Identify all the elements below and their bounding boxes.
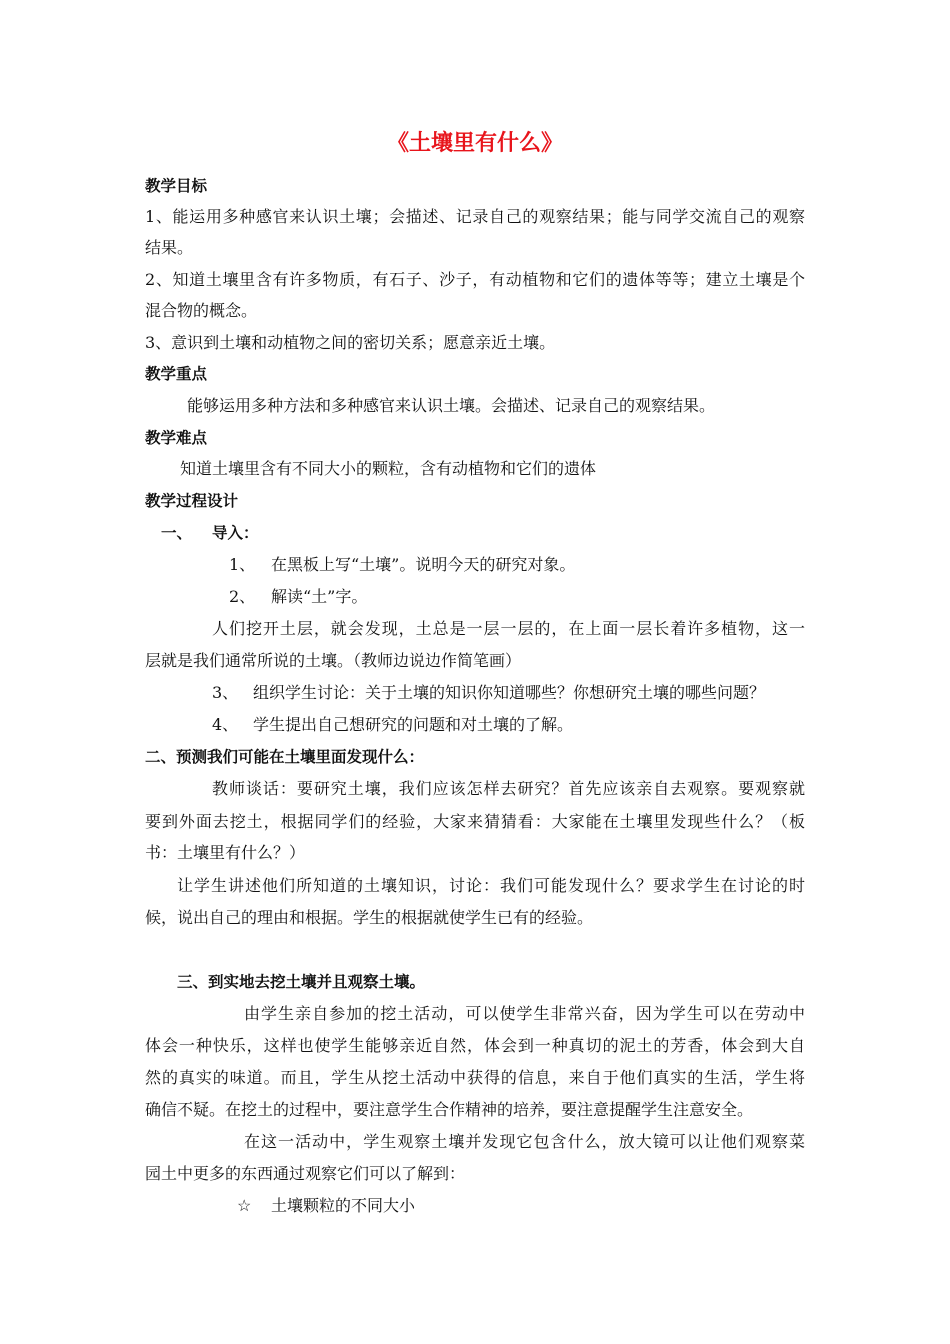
part3-para2-line-1: 在这一活动中，学生观察土壤并发现它包含什么，放大镜可以让他们观察菜 bbox=[244, 1132, 805, 1151]
part1-number: 一、 bbox=[161, 524, 193, 542]
intro-para-line-2: 层就是我们通常所说的土壤。（教师边说边作简笔画） bbox=[145, 651, 522, 670]
bullet-item-1: 土壤颗粒的不同大小 bbox=[271, 1196, 416, 1215]
step-3-text: 组织学生讨论：关于土壤的知识你知道哪些？你想研究土壤的哪些问题？ bbox=[253, 683, 766, 702]
step-4-text: 学生提出自己想研究的问题和对土壤的了解。 bbox=[253, 715, 574, 734]
part3-para1-line-1: 由学生亲自参加的挖土活动，可以使学生非常兴奋，因为学生可以在劳动中 bbox=[244, 1004, 805, 1023]
part3-heading: 三、到实地去挖土壤并且观察土壤。 bbox=[177, 973, 426, 991]
process-heading: 教学过程设计 bbox=[145, 492, 239, 510]
part2-para1-line-1: 教师谈话：要研究土壤，我们应该怎样去研究？首先应该亲自去观察。要观察就 bbox=[212, 779, 805, 798]
goal-2-line-2: 混合物的概念。 bbox=[145, 301, 258, 320]
goal-1-line-1: 1、能运用多种感官来认识土壤；会描述、记录自己的观察结果；能与同学交流自己的观察 bbox=[145, 207, 805, 226]
document-title: 《土壤里有什么》 bbox=[386, 131, 563, 156]
star-bullet-icon: ☆ bbox=[237, 1196, 252, 1215]
step-3-number: 3、 bbox=[212, 683, 239, 702]
step-1-number: 1、 bbox=[229, 555, 256, 574]
part2-para1-line-2: 要到外面去挖土，根据同学们的经验，大家来猜猜看：大家能在土壤里发现些什么？（板 bbox=[145, 812, 805, 831]
intro-para-line-1: 人们挖开土层，就会发现，土总是一层一层的，在上面一层长着许多植物，这一 bbox=[212, 619, 805, 638]
step-1-text: 在黑板上写“土壤”。说明今天的研究对象。 bbox=[271, 555, 576, 574]
part3-para1-line-4: 确信不疑。在挖土的过程中，要注意学生合作精神的培养，要注意提醒学生注意安全。 bbox=[145, 1100, 754, 1119]
step-4-number: 4、 bbox=[212, 715, 239, 734]
goals-heading: 教学目标 bbox=[145, 177, 208, 195]
part2-para1-line-3: 书：土壤里有什么？） bbox=[145, 843, 306, 862]
step-2-text: 解读“土”字。 bbox=[271, 587, 368, 606]
part2-para2-line-1: 让学生讲述他们所知道的土壤知识，讨论：我们可能发现什么？要求学生在讨论的时 bbox=[177, 876, 805, 895]
step-2-number: 2、 bbox=[229, 587, 256, 606]
part1-heading: 导入： bbox=[212, 524, 259, 542]
part2-para2-line-2: 候，说出自己的理由和根据。学生的根据就使学生已有的经验。 bbox=[145, 908, 594, 927]
key-heading: 教学重点 bbox=[145, 365, 208, 383]
part3-para1-line-3: 然的真实的味道。而且，学生从挖土活动中获得的信息，来自于他们真实的生活，学生将 bbox=[145, 1068, 805, 1087]
goal-1-line-2: 结果。 bbox=[145, 238, 194, 257]
key-text: 能够运用多种方法和多种感官来认识土壤。会描述、记录自己的观察结果。 bbox=[187, 396, 716, 415]
goal-2-line-1: 2、知道土壤里含有许多物质，有石子、沙子，有动植物和它们的遗体等等；建立土壤是个 bbox=[145, 270, 805, 289]
difficulty-heading: 教学难点 bbox=[145, 429, 208, 447]
part3-para2-line-2: 园土中更多的东西通过观察它们可以了解到： bbox=[145, 1164, 466, 1183]
part3-para1-line-2: 体会一种快乐，这样也使学生能够亲近自然，体会到一种真切的泥土的芳香，体会到大自 bbox=[145, 1036, 805, 1055]
difficulty-text: 知道土壤里含有不同大小的颗粒，含有动植物和它们的遗体 bbox=[180, 459, 597, 478]
part2-heading: 二、预测我们可能在土壤里面发现什么： bbox=[145, 748, 425, 766]
goal-3: 3、意识到土壤和动植物之间的密切关系；愿意亲近土壤。 bbox=[145, 333, 556, 352]
